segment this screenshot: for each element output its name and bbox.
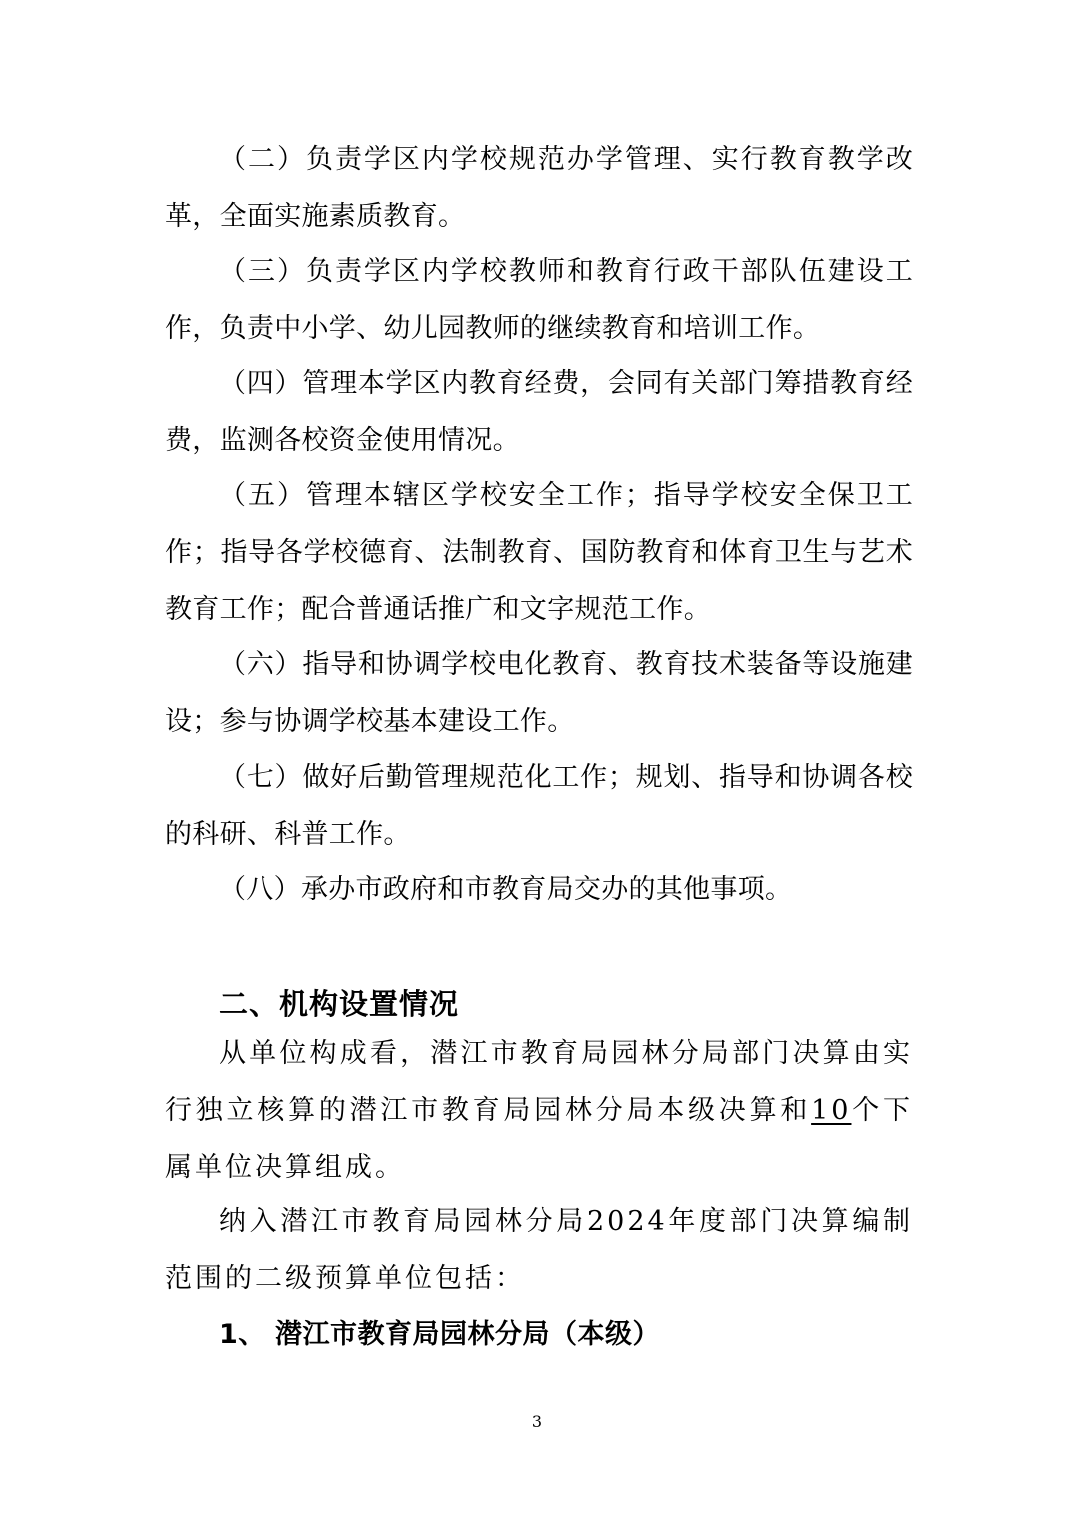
scope-paragraph: 纳入潜江市教育局园林分局2024年度部门决算编制范围的二级预算单位包括： (165, 1206, 913, 1294)
duty-paragraph-6: （六）指导和协调学校电化教育、教育技术装备等设施建设；参与协调学校基本建设工作。 (165, 649, 913, 737)
duty-paragraph-5: （五）管理本辖区学校安全工作；指导学校安全保卫工作；指导各学校德育、法制教育、国防教育和体育卫生与艺术教育工作；配合普通话推广和文字规范工作。 (165, 480, 913, 625)
page-number: 3 (531, 1412, 543, 1431)
composition-text-before: 从单位构成看，潜江市教育局园林分局部门决算由实行独立核算的潜江市教育局园林分局本级决算和 (165, 1038, 913, 1126)
subordinate-unit-count: 10 (811, 1095, 852, 1126)
duty-paragraph-7: （七）做好后勤管理规范化工作；规划、指导和协调各校的科研、科普工作。 (165, 762, 913, 850)
duty-paragraph-3: （三）负责学区内学校教师和教育行政干部队伍建设工作，负责中小学、幼儿园教师的继续教育和培训工作。 (165, 256, 913, 344)
duty-paragraph-8: （八）承办市政府和市教育局交办的其他事项。 (219, 874, 793, 905)
list-item-text: 潜江市教育局园林分局（本级） (275, 1319, 660, 1350)
list-item-number: 1、 (219, 1319, 266, 1350)
duty-paragraph-4: （四）管理本学区内教育经费，会同有关部门筹措教育经费，监测各校资金使用情况。 (165, 368, 913, 456)
composition-text-after: 个下属单位决算组成。 (165, 1095, 914, 1183)
section-heading: 二、机构设置情况 (219, 987, 460, 1021)
duty-paragraph-2: （二）负责学区内学校规范办学管理、实行教育教学改革，全面实施素质教育。 (165, 144, 913, 232)
composition-paragraph (165, 1025, 913, 1196)
unit-list-item (219, 1315, 660, 1355)
